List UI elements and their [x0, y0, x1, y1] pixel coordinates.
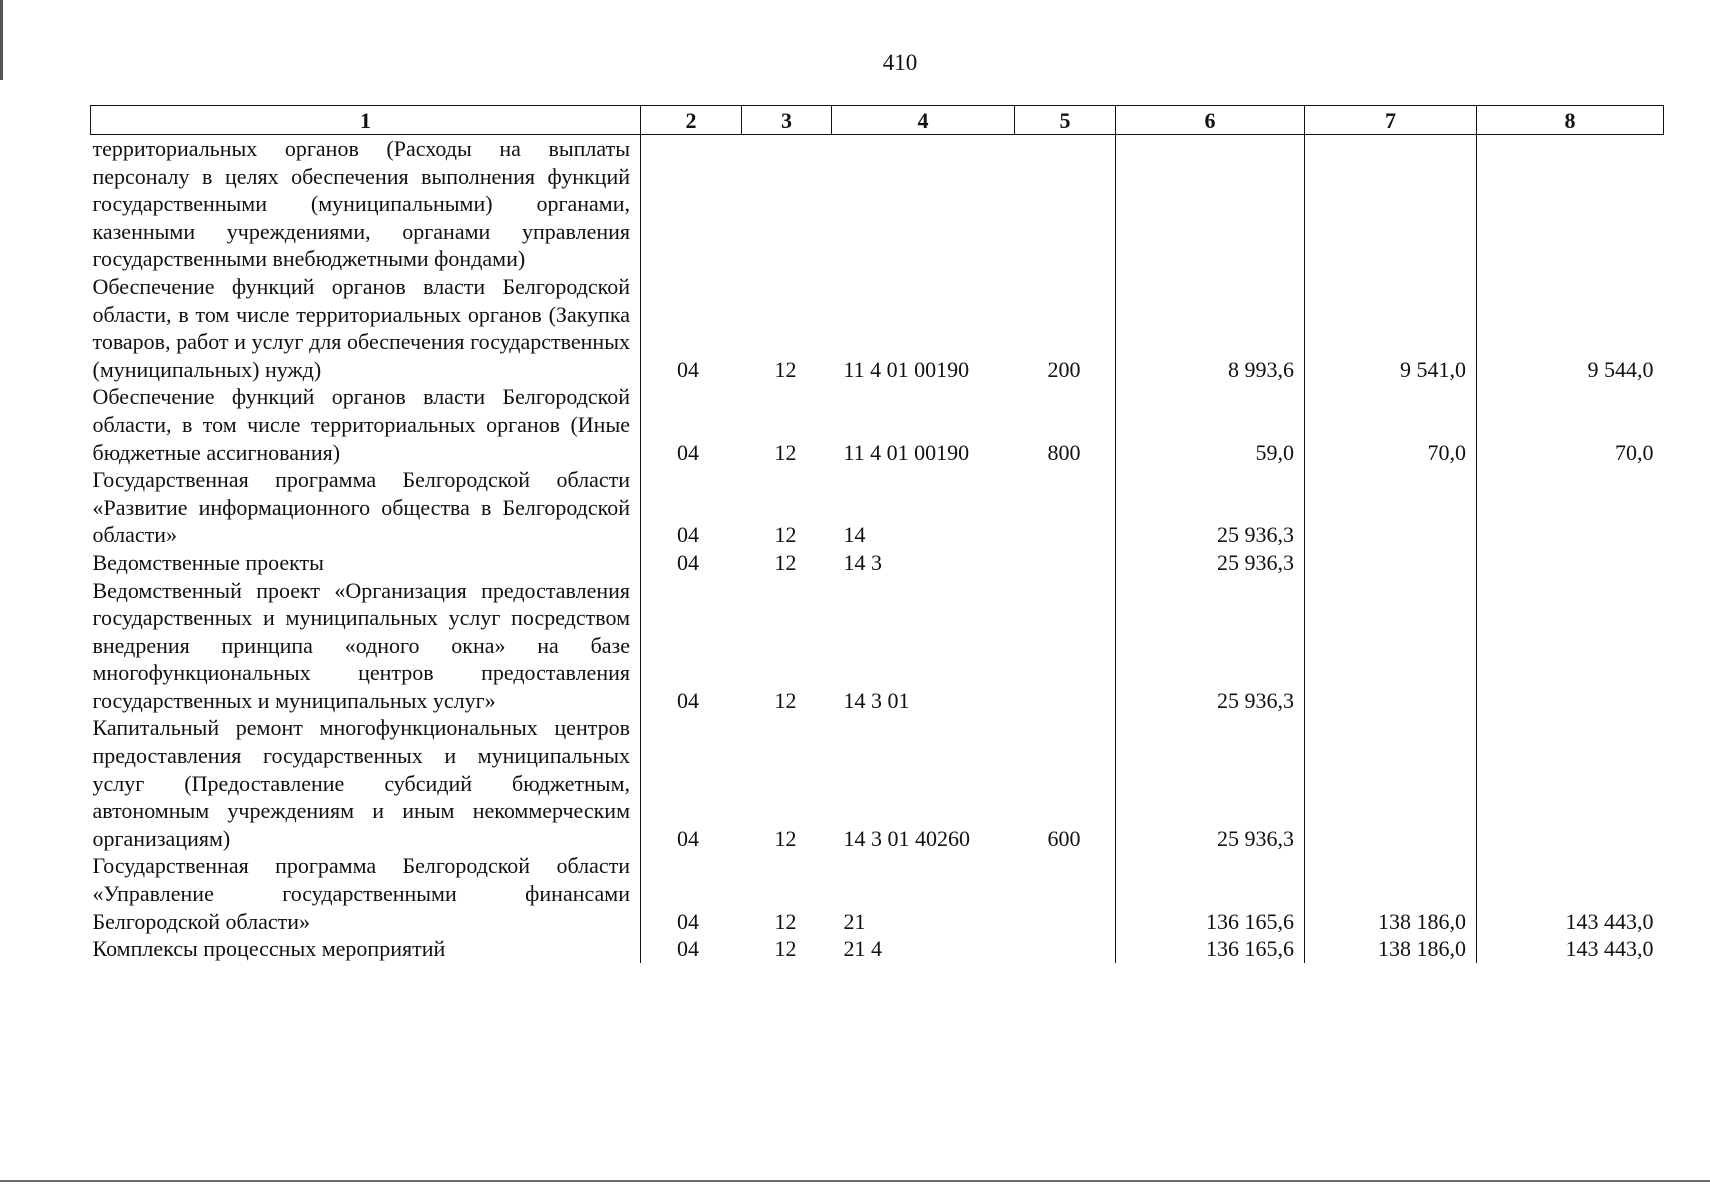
header-col-2: 2 — [641, 106, 742, 135]
row-amount-col6: 25 936,3 — [1116, 714, 1305, 852]
row-section — [641, 135, 742, 273]
row-amount-col6: 25 936,3 — [1116, 466, 1305, 549]
header-col-1: 1 — [91, 106, 641, 135]
header-col-8: 8 — [1477, 106, 1664, 135]
row-amount-col8 — [1477, 549, 1664, 577]
row-name: Государственная программа Белгородской области «Управление государственными финансами Белгородской области» — [91, 852, 641, 935]
table-row — [91, 577, 1664, 715]
row-amount-col6: 136 165,6 — [1116, 852, 1305, 935]
row-subsection: 12 — [774, 522, 797, 548]
row-section: 04 — [677, 439, 699, 465]
row-section: 04 — [677, 908, 699, 934]
table-row — [91, 852, 1664, 935]
row-expense-type — [1015, 466, 1116, 549]
row-subsection: 12 — [774, 356, 797, 382]
row-section: 04 — [677, 825, 699, 851]
row-amount-col6: 59,0 — [1116, 383, 1305, 466]
row-amount-col8 — [1477, 135, 1664, 273]
row-amount-col7: 138 186,0 — [1305, 935, 1477, 963]
row-section: 04 — [677, 356, 699, 382]
row-amount-col8 — [1477, 466, 1664, 549]
row-amount-col6: 25 936,3 — [1116, 549, 1305, 577]
row-target-code — [832, 135, 1015, 273]
row-target-code: 14 3 — [843, 549, 882, 575]
row-amount-col7 — [1305, 466, 1477, 549]
row-subsection: 12 — [774, 936, 797, 962]
row-name: Государственная программа Белгородской области «Развитие информационного общества в Белгородской области» — [91, 466, 641, 549]
row-amount-col8: 143 443,0 — [1477, 935, 1664, 963]
budget-table — [90, 105, 1664, 963]
row-subsection: 12 — [774, 825, 797, 851]
row-amount-col6 — [1116, 135, 1305, 273]
row-name: Капитальный ремонт многофункциональных центров предоставления государственных и муниципальных услуг (Предоставление субсидий бюджетным, автономным учреждениям и иным некоммерческим организациям) — [91, 714, 641, 852]
row-name: Обеспечение функций органов власти Белгородской области, в том числе территориальных органов (Иные бюджетные ассигнования) — [91, 383, 641, 466]
row-amount-col8 — [1477, 577, 1664, 715]
header-col-3: 3 — [742, 106, 832, 135]
table-row — [91, 714, 1664, 852]
row-target-code: 11 4 01 00190 — [843, 439, 970, 465]
header-col-7: 7 — [1305, 106, 1477, 135]
row-target-code: 14 — [843, 522, 866, 548]
row-amount-col7: 138 186,0 — [1305, 852, 1477, 935]
row-name: территориальных органов (Расходы на выплаты персоналу в целях обеспечения выполнения функций государственными (муниципальными) органами, казенными учреждениями, органами управления государственными внебюджетными фондами) — [91, 135, 641, 273]
row-name: Обеспечение функций органов власти Белгородской области, в том числе территориальных органов (Закупка товаров, работ и услуг для обеспечения государственных (муниципальных) нужд) — [91, 273, 641, 383]
header-col-5: 5 — [1015, 106, 1116, 135]
row-amount-col8: 143 443,0 — [1477, 852, 1664, 935]
row-section: 04 — [677, 936, 699, 962]
row-expense-type — [1015, 577, 1116, 715]
row-target-code: 14 3 01 — [843, 687, 910, 713]
row-amount-col8 — [1477, 714, 1664, 852]
header-row — [91, 106, 1664, 135]
table-row — [91, 466, 1664, 549]
row-subsection — [742, 135, 832, 273]
row-expense-type — [1015, 135, 1116, 273]
row-target-code: 21 4 — [843, 936, 882, 962]
row-name: Ведомственный проект «Организация предоставления государственных и муниципальных услуг посредством внедрения принципа «одного окна» на базе многофункциональных центров предоставления государственных и муниципальных услуг» — [91, 577, 641, 715]
row-amount-col7 — [1305, 135, 1477, 273]
row-subsection: 12 — [774, 439, 797, 465]
row-expense-type: 600 — [1047, 825, 1081, 851]
page-number: 410 — [882, 50, 918, 75]
row-expense-type: 800 — [1047, 439, 1081, 465]
row-subsection: 12 — [774, 908, 797, 934]
row-amount-col6: 8 993,6 — [1116, 273, 1305, 383]
row-expense-type — [1015, 549, 1116, 577]
row-amount-col7 — [1305, 714, 1477, 852]
row-amount-col8: 70,0 — [1477, 383, 1664, 466]
row-expense-type — [1015, 852, 1116, 935]
table-row — [91, 549, 1664, 577]
row-amount-col7 — [1305, 577, 1477, 715]
row-subsection: 12 — [774, 549, 797, 575]
row-section: 04 — [677, 522, 699, 548]
table-row — [91, 935, 1664, 963]
row-name: Комплексы процессных мероприятий — [91, 935, 641, 963]
header-col-4: 4 — [832, 106, 1015, 135]
row-amount-col7: 70,0 — [1305, 383, 1477, 466]
row-expense-type — [1015, 935, 1116, 963]
row-subsection: 12 — [774, 687, 797, 713]
row-amount-col6: 136 165,6 — [1116, 935, 1305, 963]
row-name: Ведомственные проекты — [91, 549, 641, 577]
row-target-code: 14 3 01 40260 — [843, 825, 970, 851]
row-amount-col7: 9 541,0 — [1305, 273, 1477, 383]
row-expense-type: 200 — [1047, 356, 1081, 382]
table-row — [91, 383, 1664, 466]
header-col-6: 6 — [1116, 106, 1305, 135]
row-amount-col7 — [1305, 549, 1477, 577]
row-amount-col8: 9 544,0 — [1477, 273, 1664, 383]
scan-bottom-edge — [0, 1180, 1710, 1182]
table-row — [91, 135, 1664, 273]
row-amount-col6: 25 936,3 — [1116, 577, 1305, 715]
row-section: 04 — [677, 687, 699, 713]
row-target-code: 11 4 01 00190 — [843, 356, 970, 382]
table-row — [91, 273, 1664, 383]
row-target-code: 21 — [843, 908, 866, 934]
row-section: 04 — [677, 549, 699, 575]
